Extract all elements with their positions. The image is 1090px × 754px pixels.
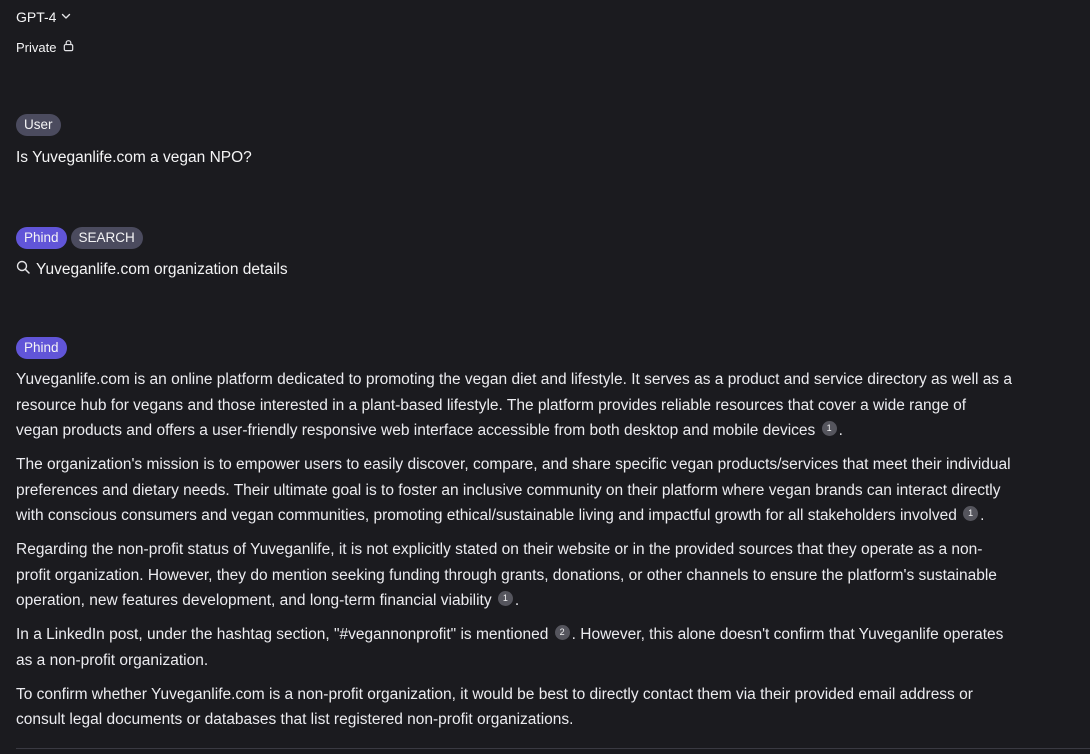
citation-badge[interactable]: 2 bbox=[555, 625, 570, 640]
chevron-down-icon bbox=[60, 9, 72, 25]
answer-line: with conscious consumers and vegan communities, promoting ethical/sustainable living and impactful growth for all stakeholders involved bbox=[16, 507, 957, 524]
answer-line: In a LinkedIn post, under the hashtag section, "#vegannonprofit" is mentioned bbox=[16, 626, 549, 643]
answer-line: The organization's mission is to empower users to easily discover, compare, and share specific vegan products/services that meet their individual bbox=[16, 456, 1011, 473]
model-selector[interactable] bbox=[16, 9, 72, 25]
answer-line: To confirm whether Yuveganlife.com is a non-profit organization, it would be best to directly contact them via their provided email address or bbox=[16, 685, 973, 703]
divider bbox=[16, 748, 1090, 749]
privacy-toggle[interactable] bbox=[16, 39, 75, 55]
citation-badge[interactable]: 1 bbox=[498, 591, 513, 606]
lock-icon bbox=[62, 39, 75, 55]
answer-paragraph bbox=[16, 622, 1090, 673]
answer-line: consult legal documents or databases that list registered non-profit organizations. bbox=[16, 711, 574, 728]
citation-badge[interactable]: 1 bbox=[963, 506, 978, 521]
answer-line: profit organization. However, they do mention seeking funding through grants, donations, or other channels to ensure the platform's sustainable bbox=[16, 566, 997, 584]
search-step-header bbox=[16, 227, 143, 249]
answer-header bbox=[16, 337, 67, 359]
answer-line: as a non-profit organization. bbox=[16, 651, 209, 669]
answer-line: preferences and dietary needs. Their ultimate goal is to foster an inclusive community on their platform where vegan brands can interact directly bbox=[16, 481, 1001, 499]
answer-paragraph bbox=[16, 367, 1090, 444]
answer-line: Regarding the non-profit status of Yuveganlife, it is not explicitly stated on their website or in the provided sources that they operate as a non- bbox=[16, 541, 983, 558]
answer-line-tail: . bbox=[514, 592, 520, 609]
user-badge: User bbox=[16, 114, 61, 136]
answer-line: operation, new features development, and long-term financial viability bbox=[16, 592, 492, 609]
search-icon bbox=[16, 260, 30, 279]
phind-badge: Phind bbox=[16, 227, 67, 249]
user-question: Is Yuveganlife.com a vegan NPO? bbox=[16, 149, 252, 166]
answer-paragraph bbox=[16, 682, 1090, 733]
user-message-header bbox=[16, 114, 61, 136]
answer-line: resource hub for vegans and those interested in a plant-based lifestyle. The platform provides reliable resources that cover a wide range of bbox=[16, 396, 967, 414]
search-query-text: Yuveganlife.com organization details bbox=[36, 260, 288, 278]
answer-line: vegan products and offers a user-friendly responsive web interface accessible from both desktop and mobile devices bbox=[16, 422, 816, 439]
model-label: GPT-4 bbox=[16, 9, 57, 25]
citation-badge[interactable]: 1 bbox=[822, 421, 837, 436]
answer-paragraph bbox=[16, 537, 1090, 614]
answer-body bbox=[16, 367, 1090, 741]
answer-paragraph bbox=[16, 452, 1090, 529]
phind-answer-badge: Phind bbox=[16, 337, 67, 359]
search-query bbox=[16, 260, 288, 279]
answer-line: Yuveganlife.com is an online platform dedicated to promoting the vegan diet and lifestyle. It serves as a product and service directory as well as a bbox=[16, 371, 1012, 388]
search-badge: SEARCH bbox=[71, 227, 143, 249]
answer-line-tail: . However, this alone doesn't confirm that Yuveganlife operates bbox=[571, 626, 1004, 643]
privacy-label: Private bbox=[16, 39, 57, 55]
answer-line-tail: . bbox=[838, 422, 843, 439]
answer-line-tail: . bbox=[980, 507, 985, 524]
